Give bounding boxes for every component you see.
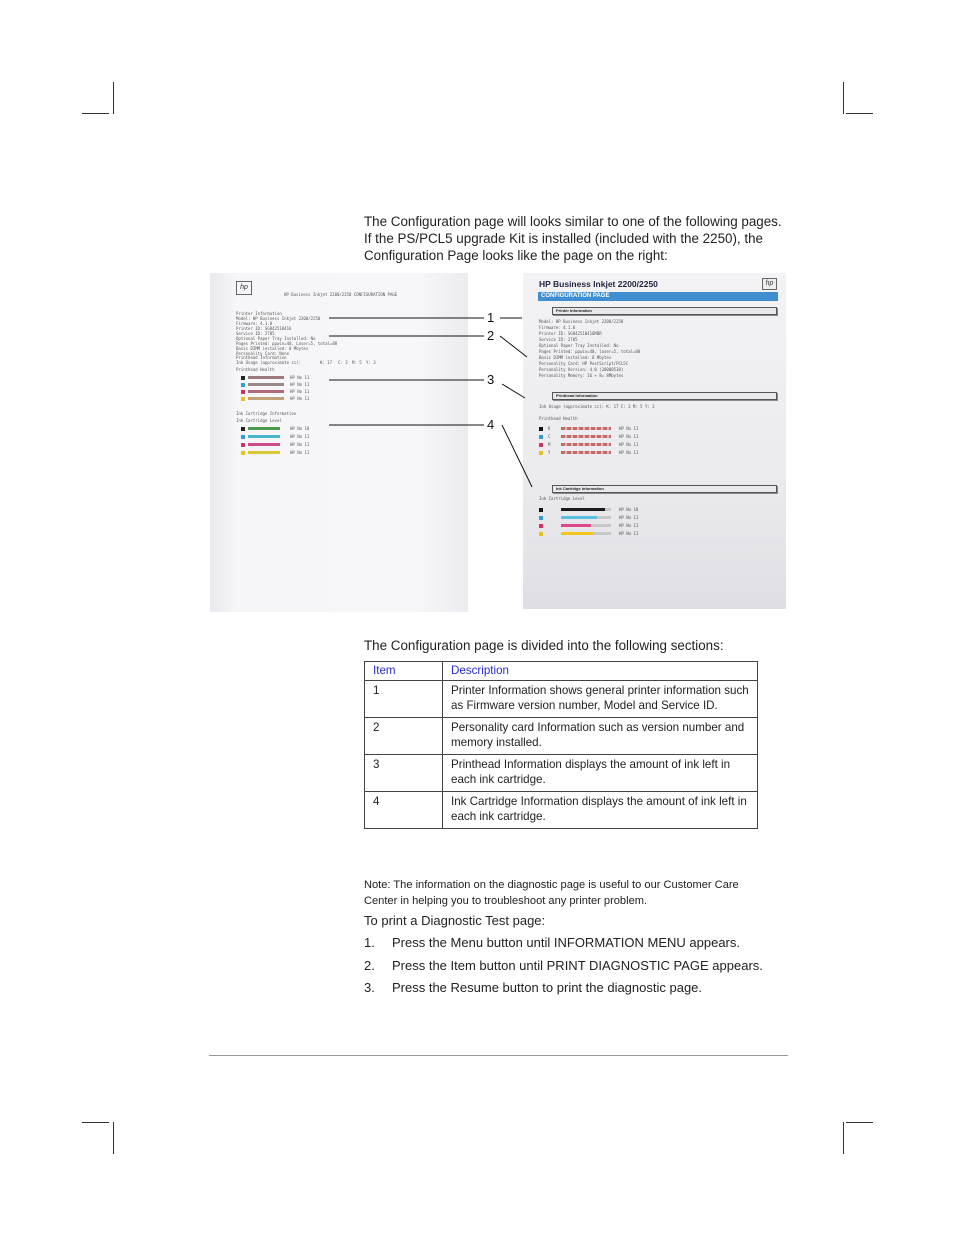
ink-usage-value: Y: 3 — [366, 360, 376, 365]
printhead-label: HP No 11 — [619, 434, 639, 439]
section-ink-cartridge-information: Ink Cartridge Information — [552, 485, 777, 493]
intro-line: Configuration Page looks like the page on the right: — [364, 248, 668, 263]
hp-logo: hp — [236, 281, 252, 295]
printer-info-line: Printer ID: SG842510416 — [236, 326, 292, 331]
printer-info-line: Personality Card: HP PostScript/PCL5C — [539, 361, 629, 366]
printer-info-line: Firmware: 4.1.0 — [539, 325, 576, 330]
ink-color-letter: C — [548, 434, 551, 439]
table-row — [365, 792, 758, 829]
printhead-label: HP No 11 — [290, 375, 310, 380]
ink-color-letter: K — [548, 426, 551, 431]
column-header-item: Item — [365, 662, 443, 681]
table-row — [365, 681, 758, 718]
printer-info-line: Personality Version: 4.0 (20000530) — [539, 367, 624, 372]
list-item — [364, 934, 763, 957]
table-header-row — [365, 662, 758, 681]
intro-line: If the PS/PCL5 upgrade Kit is installed (included with the 2250), the — [364, 231, 763, 246]
printer-info-line: Firmware: 4.1.0 — [236, 321, 273, 326]
item-cell: 4 — [365, 792, 443, 829]
cartridge-label: HP No 10 — [290, 426, 310, 431]
printhead-health-label: Printhead Health — [539, 416, 578, 421]
printer-info-line: Service ID: 2705 — [236, 331, 275, 336]
callout-number: 2 — [487, 328, 495, 343]
step-text: Press the Item button until PRINT DIAGNOSTIC PAGE appears. — [392, 957, 763, 973]
hp-logo: hp — [762, 278, 777, 290]
note-text: Note: The information on the diagnostic page is useful to our Customer Care Center in helping you to troubleshoot any printer problem. — [364, 879, 739, 907]
item-cell: 3 — [365, 755, 443, 792]
printhead-label: HP No 11 — [619, 450, 639, 455]
thumbnail-title: HP Business Inkjet 2200/2250 CONFIGURATION PAGE — [284, 292, 398, 297]
printer-info-line: Optional Paper Tray Installed: No — [236, 336, 316, 341]
list-item — [364, 979, 763, 1002]
ink-usage-value: C: 3 — [338, 360, 348, 365]
callout-line — [500, 336, 527, 357]
printer-info-line: Pages Printed: ppwin=40, Laser=5, total=80 — [236, 341, 338, 346]
printhead-label: HP No 11 — [290, 389, 310, 394]
sections-table — [364, 661, 758, 829]
printhead-title: Printhead Information — [236, 355, 287, 360]
table-caption: The Configuration page is divided into the following sections: — [364, 638, 724, 653]
printer-info-line: Basic DIMM installed: 8 Mbytes — [539, 355, 612, 360]
cartridge-label: HP No 11 — [619, 515, 639, 520]
column-header-description: Description — [443, 662, 758, 681]
printer-info-line: Optional Paper Tray Installed: No — [539, 343, 619, 348]
section-printer-information: Printer Information — [552, 307, 777, 315]
description-cell: Printer Information shows general printer information such as Firmware version number, Model and Service ID. — [443, 681, 758, 718]
description-cell: Ink Cartridge Information displays the amount of ink left in each ink cartridge. — [443, 792, 758, 829]
callout-number: 3 — [487, 372, 495, 387]
cartridge-label: HP No 11 — [290, 434, 310, 439]
ink-usage-label: Ink Usage (approximate cc): — [236, 360, 302, 365]
procedure-heading: To print a Diagnostic Test page: — [364, 913, 546, 928]
step-number: 1. — [364, 935, 375, 950]
cartridge-label: HP No 11 — [619, 531, 639, 536]
description-cell: Personality card Information such as version number and memory installed. — [443, 718, 758, 755]
printhead-label: HP No 11 — [290, 382, 310, 387]
cartridge-label: HP No 11 — [290, 450, 310, 455]
printer-info-line: Pages Printed: ppwin=40, laser=5, total=80 — [539, 349, 641, 354]
cartridge-label: HP No 11 — [619, 523, 639, 528]
callout-number: 1 — [487, 310, 495, 325]
printer-info-line: Printer Information — [236, 311, 282, 316]
printer-info-line: Basic DIMM installed: 8 Mbytes — [236, 346, 309, 351]
cartridge-title: Ink Cartridge Information — [236, 411, 297, 416]
ink-usage-line: Ink Usage (approximate cc): K: 17 C: 3 M: 5 Y: 3 — [539, 404, 655, 409]
cartridge-label: HP No 10 — [619, 507, 639, 512]
table-row — [365, 718, 758, 755]
description-cell: Printhead Information displays the amount of ink left in each ink cartridge. — [443, 755, 758, 792]
intro-line: The Configuration page will looks similar to one of the following pages. — [364, 214, 782, 229]
printhead-label: HP No 11 — [619, 426, 639, 431]
callout-number: 4 — [487, 417, 495, 432]
callout-line — [502, 384, 525, 398]
printhead-label: HP No 11 — [619, 442, 639, 447]
step-text: Press the Menu button until INFORMATION MENU appears. — [392, 935, 740, 950]
section-printhead-information: Printhead Information — [552, 392, 777, 400]
item-cell: 1 — [365, 681, 443, 718]
table-row — [365, 755, 758, 792]
printer-info-line: Service ID: 2705 — [539, 337, 578, 342]
ink-usage-value: M: 5 — [352, 360, 362, 365]
cartridge-label: HP No 11 — [290, 442, 310, 447]
ink-color-letter: Y — [548, 450, 551, 455]
printer-info-line: Model: HP Business Inkjet 2200/2250 — [539, 319, 624, 324]
ink-level-label: Ink Cartridge Level — [539, 496, 585, 501]
printer-info-line: Personality Card: None — [236, 351, 289, 356]
footer-divider — [209, 1055, 788, 1056]
printer-info-line: Personality Memory: 16 + 8= 8Mbytes — [539, 373, 624, 378]
callout-line — [502, 425, 532, 487]
printer-info-line: Model: HP Business Inkjet 2200/2250 — [236, 316, 321, 321]
printhead-label: HP No 11 — [290, 396, 310, 401]
step-number: 3. — [364, 980, 375, 995]
item-cell: 2 — [365, 718, 443, 755]
config-page-band: CONFIGURATION PAGE — [538, 292, 778, 301]
printhead-health-label: Printhead Health — [236, 367, 275, 372]
step-number: 2. — [364, 957, 375, 973]
thumbnail-title: HP Business Inkjet 2200/2250 — [539, 279, 658, 289]
procedure-steps — [364, 934, 763, 1002]
ink-level-label: Ink Cartridge Level — [236, 418, 282, 423]
ink-color-letter: M — [548, 442, 551, 447]
step-text: Press the Resume button to print the diagnostic page. — [392, 980, 703, 995]
printer-info-line: Printer ID: SG842510416MBR — [539, 331, 602, 336]
list-item — [364, 957, 763, 980]
ink-usage-value: K: 17 — [320, 360, 333, 365]
